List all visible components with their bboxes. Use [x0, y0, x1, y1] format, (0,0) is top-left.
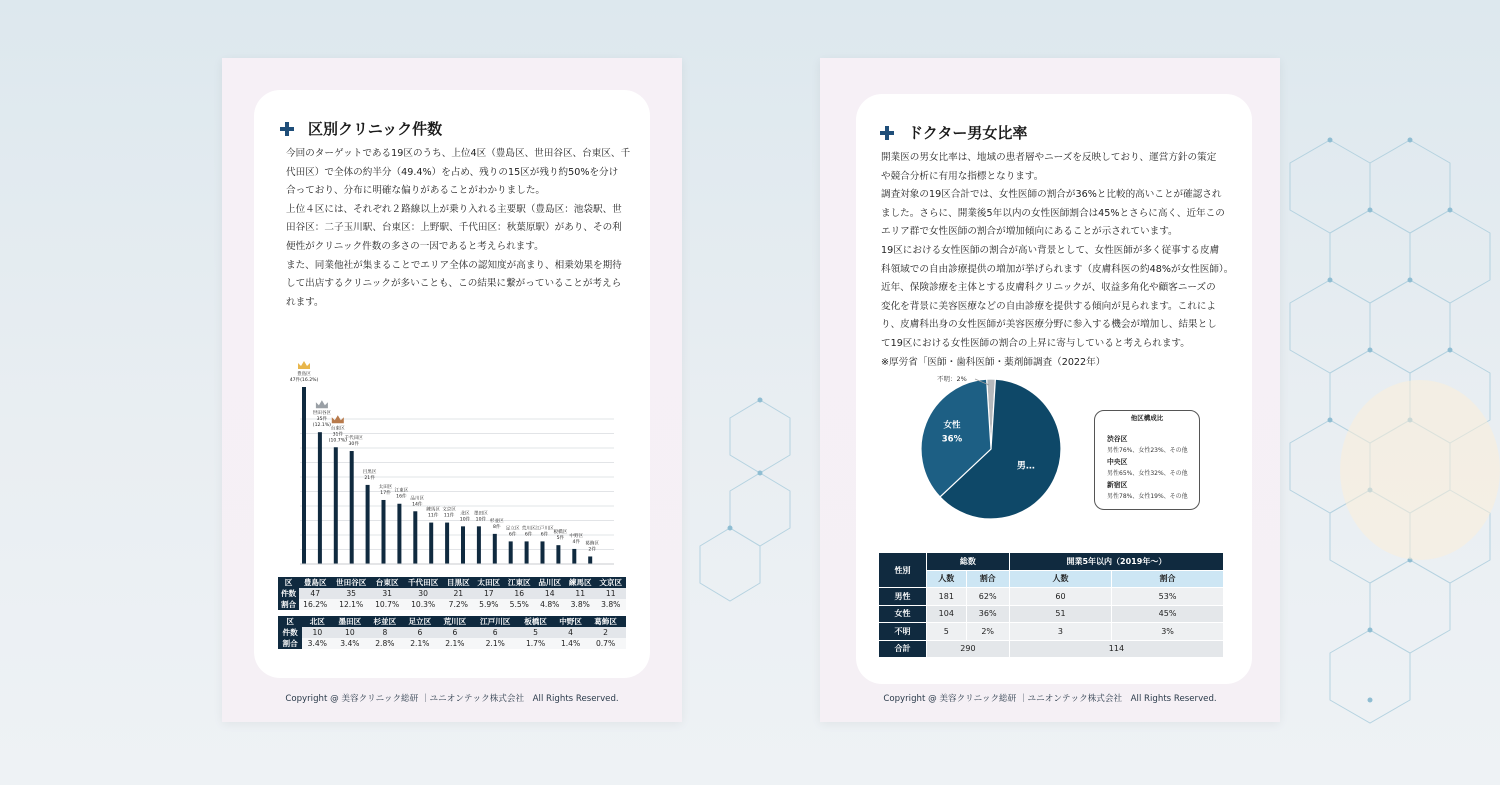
table-cell: 杉並区: [367, 616, 402, 627]
table-cell: 太田区: [474, 577, 504, 588]
legend-title-text: 他区構成比: [1125, 414, 1170, 422]
cell: 51: [1009, 605, 1111, 623]
table-cell: 16.2%: [299, 599, 331, 610]
bar-value-label: 31件: [332, 432, 344, 438]
right-page: [820, 58, 1280, 722]
table-cell: 5.9%: [474, 599, 504, 610]
bar-category-label: 北区: [460, 511, 470, 517]
legend-item: [1107, 456, 1188, 477]
table-cell: 練馬区: [565, 577, 595, 588]
bar-value-label: 6件: [508, 532, 517, 538]
cross-icon: [280, 122, 294, 136]
bar: [493, 534, 497, 564]
text-line: 近年、保険診療を主体とする皮膚科クリニックが、収益多角化や顧客ニーズの: [881, 282, 1216, 294]
pie-label: 男…: [1016, 461, 1035, 472]
header-total: 総数: [927, 553, 1010, 571]
table-cell: 17: [474, 588, 504, 599]
table-cell: 10.7%: [371, 599, 403, 610]
header-recent: 開業5年以内（2019年～）: [1009, 553, 1223, 571]
table-row: [879, 588, 1224, 606]
cell: 5: [927, 623, 967, 641]
bar-value-label: 21件: [364, 475, 375, 481]
subheader: 人数: [1009, 570, 1111, 588]
bar-value-label: 2件: [588, 547, 596, 553]
row-label: 区: [278, 577, 299, 588]
bar-value-label: 5件: [556, 536, 565, 542]
table-cell: 1.7%: [518, 638, 553, 649]
table-cell: 14: [535, 588, 565, 599]
table-cell: 江戸川区: [472, 616, 518, 627]
bar-value-label: 6件: [524, 532, 533, 538]
row-label: 男性: [879, 588, 927, 606]
district-table-1: [278, 577, 626, 610]
table-cell: 台東区: [371, 577, 403, 588]
bar: [556, 545, 560, 564]
left-footer: Copyright @ 美容クリニック総研 ｜ユニオンテック株式会社 All Rights Reserved.: [285, 694, 619, 704]
left-card: [254, 90, 650, 678]
bar-category-label: 品川区: [410, 496, 425, 502]
text-line: ※厚労省「医師・歯科医師・薬剤師調査（2022年）: [881, 356, 1106, 368]
bar-category-label: 豊島区: [297, 372, 311, 377]
cell: 114: [1009, 640, 1223, 658]
table-cell: 文京区: [595, 577, 626, 588]
right-card: [856, 94, 1252, 684]
text-line: 開業医の男女比率は、地域の患者層やニーズを反映しており、運営方針の策定: [881, 152, 1217, 163]
gender-table: [878, 552, 1224, 658]
crown-icon: [316, 400, 328, 408]
bar-category-label: 足立区: [505, 526, 520, 532]
cell: 62%: [966, 588, 1009, 606]
table-cell: 11: [595, 588, 626, 599]
table-cell: 5.5%: [504, 599, 534, 610]
bar-category-label: 荒川区: [521, 526, 536, 532]
text-line: 今回のターゲットである19区のうち、上位4区（豊島区、世田谷区、台東区、千: [286, 148, 631, 159]
table-cell: 6: [437, 627, 472, 638]
table-cell: 2.1%: [437, 638, 472, 649]
table-cell: 豊島区: [299, 577, 331, 588]
table-cell: 11: [565, 588, 595, 599]
cell: 45%: [1112, 605, 1224, 623]
table-cell: 5: [518, 627, 553, 638]
bar-value-label: 30件: [348, 442, 359, 448]
table-cell: 葛飾区: [588, 616, 623, 627]
bar: [397, 504, 401, 564]
table-cell: 6: [472, 627, 518, 638]
table-cell: [623, 638, 626, 649]
section-heading: [880, 122, 1027, 143]
bar-category-label: 板橋区: [553, 530, 568, 536]
bar-value-label: 6件: [540, 532, 549, 538]
bar-category-label: 台東区: [330, 426, 345, 432]
table-cell: 8: [367, 627, 402, 638]
legend-item-name: 新宿区: [1107, 481, 1128, 489]
bar: [318, 432, 322, 564]
left-body-text: [286, 145, 631, 312]
table-cell: 31: [371, 588, 403, 599]
table-cell: 2: [588, 627, 623, 638]
bar-value-label: 10件: [475, 517, 487, 523]
pie-label: 女性: [943, 420, 961, 431]
section-heading: [280, 118, 442, 139]
table-cell: 35: [331, 588, 371, 599]
text-line: 合っており、分布に明確な偏りがあることがわかりました。: [286, 185, 546, 197]
table-row: [879, 623, 1224, 641]
table-cell: 3.4%: [302, 638, 332, 649]
text-line: 代田区）で全体の約半分（49.4%）を占め、残りの15区が残り約50%を分け: [286, 166, 619, 178]
bar: [382, 500, 386, 564]
right-body-text-1: [881, 149, 1236, 242]
row-label: 女性: [879, 605, 927, 623]
table-cell: 千代田区: [403, 577, 443, 588]
table-cell: 世田谷区: [331, 577, 371, 588]
row-label: 割合: [278, 599, 299, 610]
table-row: [879, 640, 1224, 658]
table-cell: 品川区: [535, 577, 565, 588]
bar-value-label: 14件: [412, 502, 423, 508]
cross-icon: [880, 126, 894, 140]
bar-category-label: 文京区: [442, 507, 456, 513]
table-cell: 目黒区: [443, 577, 473, 588]
section-title: ドクター男女比率: [908, 124, 1028, 142]
table-cell: 板橋区: [518, 616, 553, 627]
table-cell: 21: [443, 588, 473, 599]
bar: [477, 526, 481, 564]
section-title: 区別クリニック件数: [308, 120, 443, 138]
row-label: 件数: [278, 588, 299, 599]
table-cell: 荒川区: [437, 616, 472, 627]
text-line: 科領域での自由診療提供の増加が挙げられます（皮膚科医の約48%が女性医師）。: [881, 263, 1234, 275]
table-cell: 2.1%: [402, 638, 437, 649]
subheader: 割合: [1112, 570, 1224, 588]
table-cell: [623, 627, 626, 638]
pie-label: 36%: [941, 434, 963, 445]
bar-category-label: 江戸川区: [535, 526, 554, 532]
table-cell: 3.8%: [595, 599, 626, 610]
text-line: して出店するクリニックが多いことも、この結果に繋がっていることが考えら: [286, 278, 622, 290]
legend-item-name: 中央区: [1107, 458, 1128, 466]
table-cell: 北区: [302, 616, 332, 627]
header-gender: 性別: [879, 553, 927, 588]
table-cell: 中野区: [553, 616, 588, 627]
table-cell: 10: [302, 627, 332, 638]
bar-category-label: 太田区: [378, 484, 393, 490]
crown-icon: [332, 415, 344, 423]
table-cell: 2.8%: [367, 638, 402, 649]
district-table-2: [278, 616, 626, 649]
cell: 104: [927, 605, 967, 623]
clinic-count-bar-chart: [254, 315, 650, 565]
table-cell: [623, 616, 626, 627]
row-label: 不明: [879, 623, 927, 641]
bar-value-label: 8件: [493, 524, 501, 530]
bar-value-label: 10件: [459, 517, 471, 523]
subheader: 割合: [966, 570, 1009, 588]
table-cell: 4.8%: [535, 599, 565, 610]
bar: [541, 541, 545, 564]
bar: [413, 511, 417, 564]
table-cell: 江東区: [504, 577, 534, 588]
bar: [572, 549, 576, 564]
bar-category-label: 墨田区: [474, 511, 488, 517]
legend-item-detail: 男性65%、女性32%、その他: [1107, 470, 1188, 477]
text-line: 田谷区：二子玉川駅、台東区：上野駅、千代田区：秋葉原駅）があり、その利: [286, 222, 622, 234]
bar: [350, 451, 354, 564]
text-line: エリア群で女性医師の割合が増加傾向にあることが示されています。: [881, 226, 1178, 238]
table-cell: 1.4%: [553, 638, 588, 649]
bar-value-label: 11件: [427, 513, 439, 519]
bar-value-label: 16件: [396, 494, 407, 500]
legend-item-name: 渋谷区: [1107, 435, 1128, 443]
pie-label-unknown: 不明：2%: [937, 375, 967, 383]
bar-category-label: 練馬区: [426, 507, 441, 513]
bar-value-label: 11件: [443, 513, 455, 519]
table-cell: 12.1%: [331, 599, 371, 610]
row-label: 割合: [278, 638, 302, 649]
table-cell: 0.7%: [588, 638, 623, 649]
subheader: 人数: [927, 570, 967, 588]
bar-category-label: 江東区: [394, 488, 409, 494]
bar-category-label: 中野区: [569, 533, 584, 539]
text-line: れます。: [286, 296, 324, 308]
bar-value-label: (10.7%): [328, 438, 347, 444]
bar-category-label: 世田谷区: [312, 411, 332, 417]
bar: [445, 523, 449, 564]
table-cell: 47: [299, 588, 331, 599]
bar: [588, 556, 592, 564]
left-page: [222, 58, 682, 722]
text-line: 便性がクリニック件数の多さの一因であると考えられます。: [286, 240, 544, 252]
bar: [334, 447, 338, 564]
text-line: ました。さらに、開業後5年以内の女性医師割合は45%とさらに高く、近年この: [881, 207, 1225, 219]
right-body-text-2: [881, 242, 1241, 372]
text-line: 調査対象の19区合計では、女性医師の割合が36%と比較的高いことが確認され: [881, 189, 1222, 201]
table-cell: 2.1%: [472, 638, 518, 649]
table-cell: 4: [553, 627, 588, 638]
cell: 3%: [1112, 623, 1224, 641]
bar-value-label: 4件: [572, 539, 581, 545]
right-footer: Copyright @ 美容クリニック総研 ｜ユニオンテック株式会社 All Rights Reserved.: [883, 694, 1217, 704]
cell: 2%: [966, 623, 1009, 641]
cell: 36%: [966, 605, 1009, 623]
bar-category-label: 千代田区: [344, 436, 363, 442]
bar-category-label: 葛飾区: [585, 541, 600, 547]
bar: [366, 485, 370, 564]
gender-pie-chart: [906, 364, 1076, 534]
table-cell: 10.3%: [403, 599, 443, 610]
row-label: 件数: [278, 627, 302, 638]
table-cell: 16: [504, 588, 534, 599]
other-district-legend: [1094, 410, 1200, 510]
bar-value-label: (12.1%): [312, 423, 331, 429]
text-line: また、同業他社が集まることでエリア全体の認知度が高まり、相乗効果を期待: [286, 259, 622, 271]
text-line: 上位４区には、それぞれ２路線以上が乗り入れる主要駅（豊島区：池袋駅、世: [286, 203, 622, 215]
bar: [509, 541, 513, 564]
table-cell: 10: [332, 627, 367, 638]
text-line: 変化を背景に美容医療などの自由診療を提供する傾向が見られます。これによ: [881, 300, 1217, 312]
cell: 53%: [1112, 588, 1224, 606]
bar: [525, 541, 529, 564]
bar-category-label: 杉並区: [489, 518, 504, 524]
table-cell: 足立区: [402, 616, 437, 627]
table-cell: 墨田区: [332, 616, 367, 627]
row-label: 合計: [879, 640, 927, 658]
legend-item-detail: 男性76%、女性23%、その他: [1107, 447, 1188, 454]
text-line: や競合分析に有用な指標となります。: [881, 170, 1044, 182]
bar-value-label: 47件(16.2%): [289, 378, 319, 383]
legend-item-detail: 男性78%、女性19%、その他: [1107, 493, 1188, 500]
legend-item: [1107, 433, 1188, 454]
text-line: 19区における女性医師の割合が高い背景として、女性医師が多く従事する皮膚: [881, 245, 1220, 256]
bar: [429, 523, 433, 564]
cell: 3: [1009, 623, 1111, 641]
table-cell: 3.4%: [332, 638, 367, 649]
cell: 290: [927, 640, 1010, 658]
text-line: り、皮膚科出身の女性医師が美容医療分野に参入する機会が増加し、結果とし: [881, 319, 1217, 331]
bar: [461, 526, 465, 564]
table-cell: 3.8%: [565, 599, 595, 610]
cell: 60: [1009, 588, 1111, 606]
table-cell: 7.2%: [443, 599, 473, 610]
crown-icon: [298, 361, 310, 369]
bar-value-label: 35件: [316, 417, 328, 423]
legend-item: [1107, 479, 1188, 500]
row-label: 区: [278, 616, 302, 627]
table-cell: 6: [402, 627, 437, 638]
bar-value-label: 17件: [380, 490, 391, 496]
cell: 181: [927, 588, 967, 606]
bar-category-label: 目黒区: [362, 469, 377, 475]
legend-title: [1095, 405, 1199, 424]
table-row: [879, 605, 1224, 623]
table-cell: 30: [403, 588, 443, 599]
bar: [302, 387, 306, 564]
text-line: て19区における女性医師の割合の上昇に寄与していると考えられます。: [881, 337, 1190, 349]
